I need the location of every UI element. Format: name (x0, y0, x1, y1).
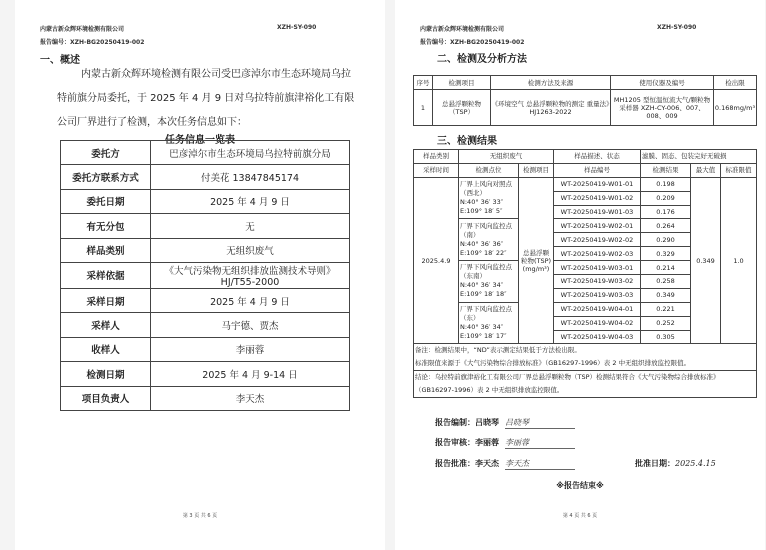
point-lon: E:109° 18′ 5″ (460, 207, 503, 216)
cell: 0.198 (641, 177, 691, 191)
table-row (61, 214, 350, 238)
cell: 0.264 (641, 219, 691, 233)
reviewed-by (435, 437, 575, 449)
cell: 样品类别 (414, 150, 459, 164)
point-name: 厂界下风向监控点（东） (460, 305, 512, 323)
cell: WT-20250419-W03-03 (554, 288, 641, 302)
page-footer: 第 3 页 共 6 页 (182, 513, 218, 519)
page-footer: 第 4 页 共 6 页 (562, 513, 598, 519)
row-label: 收样人 (61, 337, 151, 361)
cell: 总悬浮颗粒物(TSP)(mg/m³) (519, 177, 554, 344)
table-row (61, 165, 350, 189)
notes (414, 344, 757, 371)
company-header: 内蒙古新众辉环境检测有限公司 (40, 26, 125, 33)
row-value: 马宇德、贾杰 (151, 313, 350, 337)
cell: 采样时间 (414, 163, 459, 177)
point-lat: N:40° 36′ 34″ (460, 323, 504, 332)
cell: 0.214 (641, 261, 691, 275)
table-row (61, 141, 350, 165)
cell: 0.221 (641, 302, 691, 316)
cell: 总悬浮颗粒物（TSP） (433, 90, 491, 126)
intro-paragraph: 内蒙古新众辉环境检测有限公司受巴彦淖尔市生态环境局乌拉特前旗分局委托，于 2025 年 4 月 9 日对乌拉特前旗津裕化工有限公司厂界进行了检测，本次任务信息如下： (57, 69, 355, 128)
row-value: 巴彦淖尔市生态环境局乌拉特前旗分局 (151, 141, 350, 165)
cell: 0.349 (691, 177, 721, 344)
page-3 (15, 0, 385, 550)
row-label: 样品类别 (61, 238, 151, 262)
task-info-table (60, 140, 350, 411)
table-row (61, 262, 350, 288)
point-name: 厂界下风向监控点（南） (460, 221, 512, 239)
cell: 2025.4.9 (414, 177, 459, 344)
table-row (61, 362, 350, 386)
compiled-label: 报告编制：吕晓琴 (435, 418, 499, 427)
table-row (61, 238, 350, 262)
row-value: 付美花 13847845174 (151, 165, 350, 189)
results-table (413, 149, 757, 398)
row-value: 李丽蓉 (151, 337, 350, 361)
cell: 0.290 (641, 233, 691, 247)
row-label: 有无分包 (61, 214, 151, 238)
point-name: 厂界上风向对照点（西北） (460, 180, 512, 198)
cell: WT-20250419-W03-02 (554, 275, 641, 289)
doc-code: XZH-SY-090 (657, 24, 697, 31)
company-header: 内蒙古新众辉环境检测有限公司 (420, 26, 505, 33)
point-lat: N:40° 36′ 33″ (460, 198, 504, 207)
table-row (61, 313, 350, 337)
cell: 滤膜、固态、包装完好无破损 (641, 150, 757, 164)
row-value: 无 (151, 214, 350, 238)
row-value: 李天杰 (151, 386, 350, 410)
row-label: 委托日期 (61, 189, 151, 213)
cell: 0.176 (641, 205, 691, 219)
cell: 0.349 (641, 288, 691, 302)
row-value: 2025 年 4 月 9 日 (151, 189, 350, 213)
page-4 (395, 0, 765, 550)
cell: 0.305 (641, 330, 691, 344)
report-number: 报告编号：XZH-BG20250419-002 (40, 39, 145, 46)
point-lat: N:40° 36′ 36″ (460, 239, 504, 248)
cell: 0.252 (641, 316, 691, 330)
table-row (61, 337, 350, 361)
cell: 序号 (414, 76, 433, 90)
note-1: 备注：检测结果中，“ND”表示测定结果低于方法检出限。 (415, 346, 581, 355)
row-label: 采样日期 (61, 288, 151, 312)
reviewed-label: 报告审核：李丽蓉 (435, 438, 499, 447)
cell: WT-20250419-W02-01 (554, 219, 641, 233)
report-number: 报告编号：XZH-BG20250419-002 (420, 39, 525, 46)
cell: WT-20250419-W01-01 (554, 177, 641, 191)
cell: 0.209 (641, 191, 691, 205)
sampling-point (459, 302, 519, 344)
point-lat: N:40° 36′ 34″ (460, 281, 504, 290)
cell: 样品描述、状态 (554, 150, 641, 164)
cell: WT-20250419-W01-03 (554, 205, 641, 219)
table-row (61, 189, 350, 213)
table-row (414, 177, 757, 191)
section-3-title: 三、检测结果 (437, 136, 497, 147)
approval-date (635, 458, 716, 469)
approved-by (435, 458, 575, 470)
cell: 使用仪器及编号 (611, 76, 714, 90)
cell: 检出限 (714, 76, 757, 90)
cell: 检测点位 (459, 163, 519, 177)
signature-compiler: 吕晓琴 (505, 417, 575, 429)
cell: WT-20250419-W03-01 (554, 261, 641, 275)
row-label: 采样依据 (61, 262, 151, 288)
cell: MH1205 型恒温恒流大气/颗粒物采样器 XZH-CY-006、007、008、009 (611, 90, 714, 126)
row-label: 委托方 (61, 141, 151, 165)
cell: WT-20250419-W02-03 (554, 247, 641, 261)
point-lon: E:109° 18′ 18″ (460, 290, 507, 299)
cell: 《环境空气 总悬浮颗粒物的测定 重量法》HJ1263-2022 (491, 90, 611, 126)
row-label: 检测日期 (61, 362, 151, 386)
signature-approver: 李天杰 (505, 458, 575, 470)
cell: 检测结果 (641, 163, 691, 177)
row-value: 无组织废气 (151, 238, 350, 262)
cell: WT-20250419-W01-02 (554, 191, 641, 205)
signature-reviewer: 李丽蓉 (505, 437, 575, 449)
cell: WT-20250419-W04-03 (554, 330, 641, 344)
cell: 0.329 (641, 247, 691, 261)
cell: 1.0 (721, 177, 757, 344)
cell: 无组织废气 (459, 150, 554, 164)
cell: 1 (414, 90, 433, 126)
cell: 0.258 (641, 275, 691, 289)
row-value: 2025 年 4 月 9 日 (151, 288, 350, 312)
sampling-point (459, 261, 519, 303)
cell: 0.168mg/m³ (714, 90, 757, 126)
cell: 检测项目 (433, 76, 491, 90)
note-2: 标准限值来源于《大气污染物综合排放标准》（GB16297-1996）表 2 中无组织排放监控限值。 (415, 359, 691, 368)
point-lon: E:109° 18′ 22″ (460, 248, 507, 257)
table-row (61, 288, 350, 312)
cell: WT-20250419-W04-01 (554, 302, 641, 316)
sampling-point (459, 177, 519, 219)
doc-code: XZH-SY-090 (277, 24, 317, 31)
row-label: 委托方联系方式 (61, 165, 151, 189)
cell: WT-20250419-W04-02 (554, 316, 641, 330)
compiled-by (435, 417, 575, 429)
row-label: 采样人 (61, 313, 151, 337)
section-2-title: 二、检测及分析方法 (437, 54, 527, 65)
report-end: ※报告结束※ (556, 481, 604, 490)
point-lon: E:109° 18′ 17″ (460, 332, 507, 341)
table-title: 任务信息一览表 (165, 135, 235, 146)
approval-date-label: 批准日期： (635, 459, 675, 468)
cell: WT-20250419-W02-02 (554, 233, 641, 247)
row-value: 2025 年 4 月 9-14 日 (151, 362, 350, 386)
method-table (413, 75, 757, 126)
cell: 最大值 (691, 163, 721, 177)
table-row (61, 386, 350, 410)
cell: 样品编号 (554, 163, 641, 177)
cell: 标准限值 (721, 163, 757, 177)
sampling-point (459, 219, 519, 261)
cell: 检测方法及来源 (491, 76, 611, 90)
approved-label: 报告批准：李天杰 (435, 459, 499, 468)
row-label: 项目负责人 (61, 386, 151, 410)
approval-date-handwritten: 2025.4.15 (675, 459, 716, 468)
row-value: 《大气污染物无组织排放监测技术导则》HJ/T55-2000 (151, 262, 350, 288)
point-name: 厂界下风向监控点（东南） (460, 263, 512, 281)
conclusion: 结论：乌拉特前旗津裕化工有限公司厂界总悬浮颗粒物（TSP）检测结果符合《大气污染物综合排放标准》（GB16297-1996）表 2 中无组织排放监控限值。 (414, 371, 757, 398)
section-title: 一、概述 (40, 55, 80, 66)
cell: 检测项目 (519, 163, 554, 177)
